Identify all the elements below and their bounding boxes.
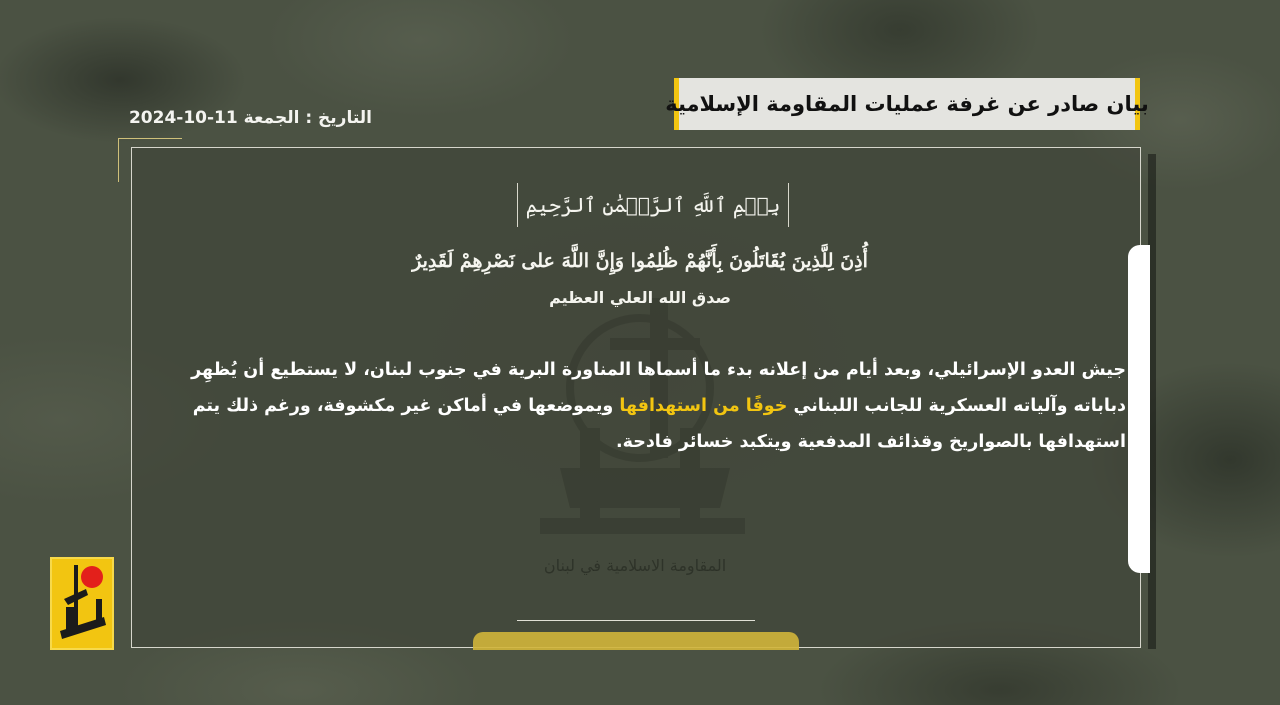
statement-title: بيان صادر عن غرفة عمليات المقاومة الإسلامية: [665, 92, 1149, 116]
date-label: التاريخ :: [305, 108, 372, 128]
statement-body: [140, 352, 1126, 460]
body-line-2-end: ويموضعها في أماكن غير مكشوفة، ورغم ذلك يتم: [192, 396, 614, 416]
highlighted-phrase: خوفًا من استهدافها: [619, 396, 788, 416]
bottom-divider: [517, 620, 755, 621]
body-line-2: [140, 388, 1126, 424]
date-line: [128, 108, 372, 128]
frame-corner-accent: [118, 138, 182, 139]
hezbollah-emblem-icon: [52, 559, 112, 648]
date-day: الجمعة: [243, 108, 300, 128]
title-banner: [665, 78, 1149, 130]
body-line-2-start: دباباته وآلياته العسكرية للجانب اللبناني: [793, 396, 1126, 416]
date-value: 2024-10-11: [128, 108, 238, 128]
frame-corner-accent-vertical: [118, 138, 119, 182]
logo: [50, 557, 114, 650]
body-line-1: جيش العدو الإسرائيلي، وبعد أيام من إعلانه بدء ما أسماها المناورة البرية في جنوب لبنان، لا يستطيع أن يُظهِر: [191, 360, 1126, 380]
body-line-3: استهدافها بالصواريخ وقذائف المدفعية ويتكبد خسائر فادحة.: [615, 432, 1126, 452]
basmala: بِسۡمِ ٱللَّهِ ٱلرَّحۡمَٰنِ ٱلرَّحِيمِ: [525, 193, 781, 217]
basmala-box: [517, 183, 789, 227]
quran-verse: أُذِنَ لِلَّذِينَ يُقَاتَلُونَ بِأَنَّهُمْ ظُلِمُوا وَإِنَّ اللَّهَ على نَصْرِهِمْ لَقَدِيرٌ: [412, 250, 868, 272]
watermark-caption: المقاومة الاسلامية في لبنان: [543, 556, 727, 575]
bottom-tab: [473, 632, 799, 650]
side-tab: [1128, 245, 1150, 573]
verse-closing: صدق الله العلي العظيم: [549, 288, 731, 307]
